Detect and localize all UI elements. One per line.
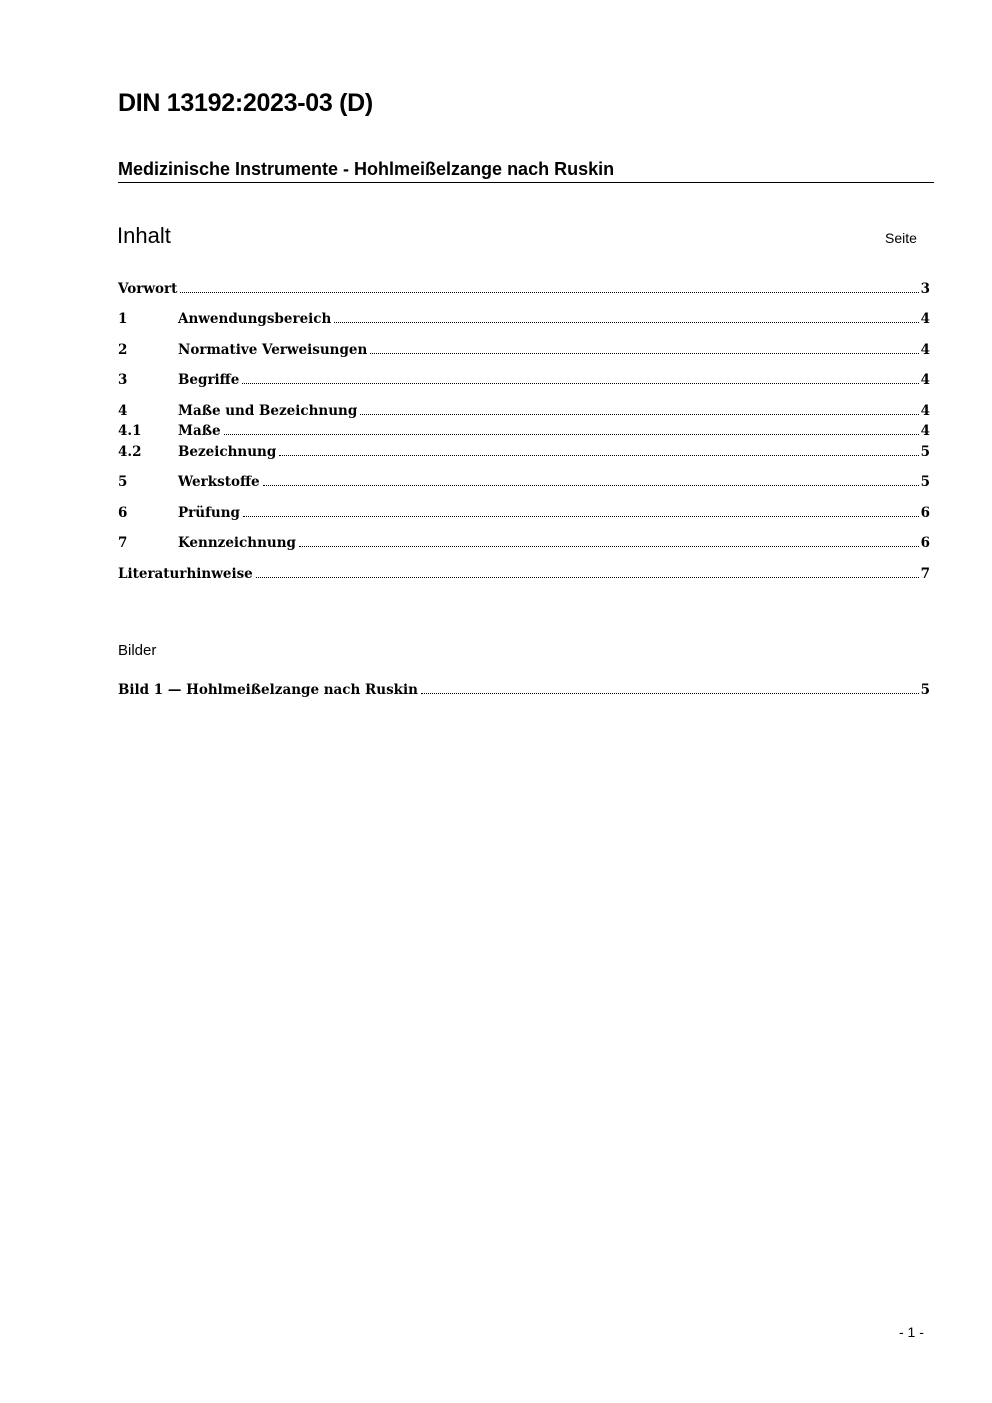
- dot-leader: [421, 693, 919, 694]
- toc-entry-page: 7: [920, 566, 930, 582]
- toc-entry-page: 4: [920, 403, 930, 419]
- toc-entry-4-1[interactable]: [118, 423, 930, 443]
- toc-entry-number: 4: [118, 403, 128, 419]
- toc-entry-title: Vorwort: [118, 281, 178, 297]
- toc-entry-3[interactable]: [118, 372, 930, 392]
- dot-leader: [180, 292, 918, 293]
- toc-entry-title: Normative Verweisungen: [178, 342, 368, 358]
- toc-entry-5[interactable]: [118, 474, 930, 494]
- toc-entry-number: 2: [118, 342, 128, 358]
- dot-leader: [263, 485, 919, 486]
- toc-entry-4-2[interactable]: [118, 444, 930, 464]
- dot-leader: [334, 322, 918, 323]
- toc-entry-page: 4: [920, 372, 930, 388]
- toc-entry-number: 4.1: [118, 423, 142, 439]
- dot-leader: [224, 434, 919, 435]
- dot-leader: [243, 516, 919, 517]
- toc-entry-number: 3: [118, 372, 128, 388]
- document-subtitle: Medizinische Instrumente - Hohlmeißelzange nach Ruskin: [118, 159, 934, 183]
- toc-entry-2[interactable]: [118, 342, 930, 362]
- dot-leader: [299, 546, 919, 547]
- toc-entry-page: 5: [920, 444, 930, 460]
- toc-entry-number: 5: [118, 474, 128, 490]
- toc-entry-title: Prüfung: [178, 505, 240, 521]
- figure-entry-title: Bild 1 — Hohlmeißelzange nach Ruskin: [118, 682, 418, 698]
- toc-entry-number: 4.2: [118, 444, 142, 460]
- toc-entry-title: Maße und Bezeichnung: [178, 403, 358, 419]
- toc-entry-page: 4: [920, 423, 930, 439]
- toc-entry-4[interactable]: [118, 403, 930, 423]
- dot-leader: [370, 353, 918, 354]
- toc-entry-1[interactable]: [118, 311, 930, 331]
- toc-entry-title: Literaturhinweise: [118, 566, 253, 582]
- toc-entry-vorwort[interactable]: [118, 281, 930, 301]
- toc-entry-page: 6: [920, 505, 930, 521]
- figure-entry-1[interactable]: [118, 682, 930, 702]
- toc-entry-literaturhinweise[interactable]: [118, 566, 930, 586]
- toc-heading: Inhalt: [117, 223, 171, 248]
- figure-entry-page: 5: [920, 682, 930, 698]
- toc-entry-page: 5: [920, 474, 930, 490]
- toc-entry-6[interactable]: [118, 505, 930, 525]
- dot-leader: [360, 414, 918, 415]
- toc-entry-page: 3: [920, 281, 930, 297]
- document-title: DIN 13192:2023-03 (D): [118, 89, 373, 117]
- toc-entry-title: Kennzeichnung: [178, 535, 296, 551]
- figures-heading: Bilder: [118, 642, 157, 659]
- toc-entry-page: 4: [920, 342, 930, 358]
- toc-entry-page: 4: [920, 311, 930, 327]
- toc-entry-7[interactable]: [118, 535, 930, 555]
- page-column-label: Seite: [885, 230, 917, 246]
- toc-entry-title: Bezeichnung: [178, 444, 277, 460]
- dot-leader: [256, 577, 919, 578]
- page-number: - 1 -: [899, 1324, 924, 1340]
- toc-entry-title: Begriffe: [178, 372, 240, 388]
- toc-entry-page: 6: [920, 535, 930, 551]
- toc-entry-title: Werkstoffe: [178, 474, 260, 490]
- toc-entry-title: Maße: [178, 423, 221, 439]
- toc-entry-number: 6: [118, 505, 128, 521]
- toc-entry-title: Anwendungsbereich: [178, 311, 332, 327]
- toc-entry-number: 7: [118, 535, 128, 551]
- toc-entry-number: 1: [118, 311, 128, 327]
- dot-leader: [279, 455, 918, 456]
- dot-leader: [242, 383, 918, 384]
